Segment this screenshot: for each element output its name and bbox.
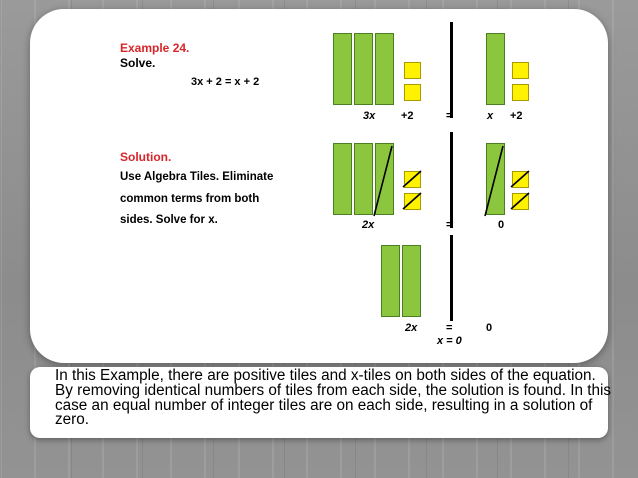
row1-right-x-label: x (487, 110, 494, 122)
row1-left-x-label: 3x (363, 110, 376, 122)
solution-title: Solution. (120, 150, 172, 164)
row2-equals: = (446, 219, 453, 231)
example-instruction: Solve. (120, 56, 156, 70)
example-title: Example 24. (120, 41, 190, 55)
row2-left-x-label: 2x (362, 219, 375, 231)
final-result: x = 0 (437, 335, 462, 347)
caption-box (30, 367, 612, 438)
divider-line (450, 235, 453, 321)
row3-right-value: 0 (486, 322, 493, 334)
example-equation: 3x + 2 = x + 2 (191, 76, 260, 88)
x-tile (402, 245, 421, 317)
row1-right-const-label: +2 (510, 110, 523, 122)
x-tile (381, 245, 400, 317)
row1-equals: = (446, 110, 453, 122)
row3-equals: = (446, 322, 453, 334)
row1-left-const-label: +2 (401, 110, 414, 122)
caption-text: In this Example, there are positive tiles and x-tiles on both sides of the equation. By removing identical numbers of tiles from each side, the solution is found. In this case an equal number of integer tiles are on each side, resulting in a solution of zero. (55, 367, 612, 429)
row2-right-value: 0 (498, 219, 505, 231)
solution-text: Use Algebra Tiles. Eliminate common terms from both sides. Solve for x. (120, 171, 274, 226)
row3-left-x-label: 2x (405, 322, 418, 334)
